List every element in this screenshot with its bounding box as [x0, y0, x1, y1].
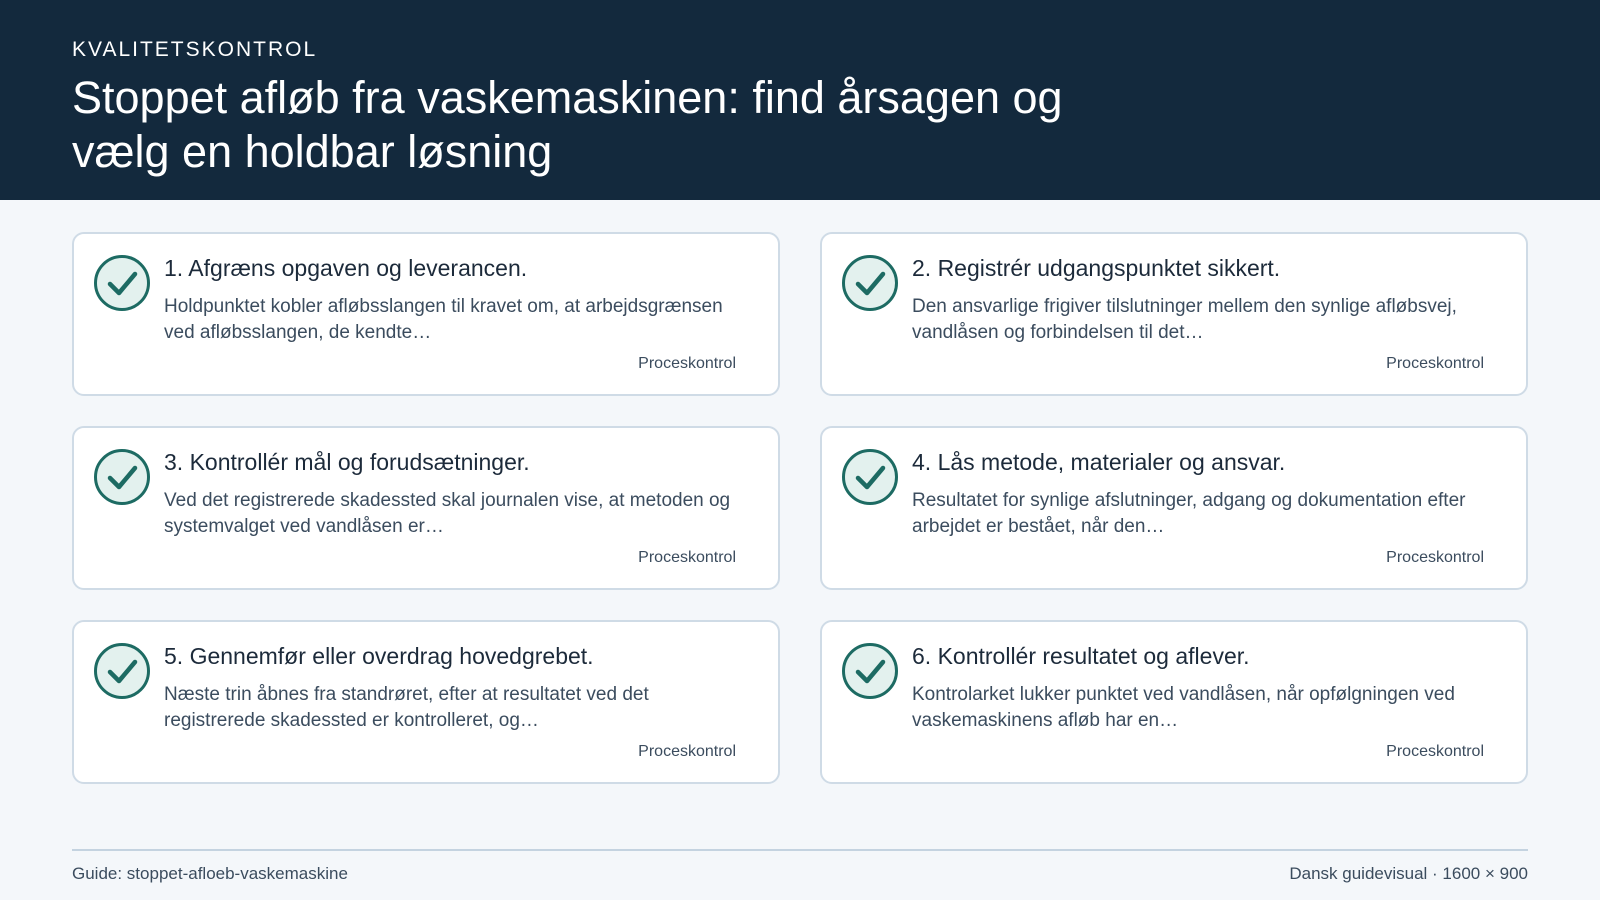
card-title: 2. Registrér udgangspunktet sikkert.	[912, 255, 1281, 281]
footer-meta-label: Dansk guidevisual · 1600 × 900	[1289, 864, 1528, 883]
checklist-card	[820, 620, 1528, 784]
header-banner	[0, 0, 1600, 200]
card-tag: Proceskontrol	[638, 549, 736, 566]
card-title: 6. Kontrollér resultatet og aflever.	[912, 643, 1250, 669]
footer-guide-label: Guide: stoppet-afloeb-vaskemaskine	[72, 864, 348, 883]
card-description: Ved det registrerede skadessted skal journalen vise, at metoden og systemvalget ved vandlåsen er…	[164, 490, 731, 537]
checklist-grid	[72, 232, 1528, 784]
card-description: Holdpunktet kobler afløbsslangen til kravet om, at arbejdsgrænsen ved afløbsslangen, de kendte…	[164, 296, 723, 343]
card-tag: Proceskontrol	[1386, 355, 1484, 372]
card-tag: Proceskontrol	[1386, 549, 1484, 566]
checklist-card	[72, 232, 780, 396]
card-tag: Proceskontrol	[638, 743, 736, 760]
checklist-card	[72, 426, 780, 590]
eyebrow-label: KVALITETSKONTROL	[72, 38, 318, 61]
footer-divider	[72, 849, 1528, 851]
card-description: Den ansvarlige frigiver tilslutninger mellem den synlige afløbsvej, vandlåsen og forbindelsen til det…	[912, 296, 1457, 343]
card-description: Næste trin åbnes fra standrøret, efter at resultatet ved det registrerede skadessted er kontrolleret, og…	[164, 684, 649, 731]
checklist-card	[820, 232, 1528, 396]
card-title: 1. Afgræns opgaven og leverancen.	[164, 255, 528, 281]
card-description: Resultatet for synlige afslutninger, adgang og dokumentation efter arbejdet er bestået, når den…	[912, 490, 1466, 537]
card-tag: Proceskontrol	[1386, 743, 1484, 760]
card-description: Kontrolarket lukker punktet ved vandlåsen, når opfølgningen ved vaskemaskinens afløb har en…	[912, 684, 1455, 731]
check-circle-icon	[93, 254, 151, 312]
check-circle-icon	[841, 254, 899, 312]
page-title: Stoppet afløb fra vaskemaskinen: find årsagen og vælg en holdbar løsning	[72, 72, 1063, 177]
card-title: 4. Lås metode, materialer og ansvar.	[912, 449, 1286, 475]
card-title: 3. Kontrollér mål og forudsætninger.	[164, 449, 530, 475]
checklist-card	[820, 426, 1528, 590]
checklist-card	[72, 620, 780, 784]
check-circle-icon	[841, 448, 899, 506]
card-title: 5. Gennemfør eller overdrag hovedgrebet.	[164, 643, 594, 669]
check-circle-icon	[93, 642, 151, 700]
check-circle-icon	[841, 642, 899, 700]
card-tag: Proceskontrol	[638, 355, 736, 372]
check-circle-icon	[93, 448, 151, 506]
